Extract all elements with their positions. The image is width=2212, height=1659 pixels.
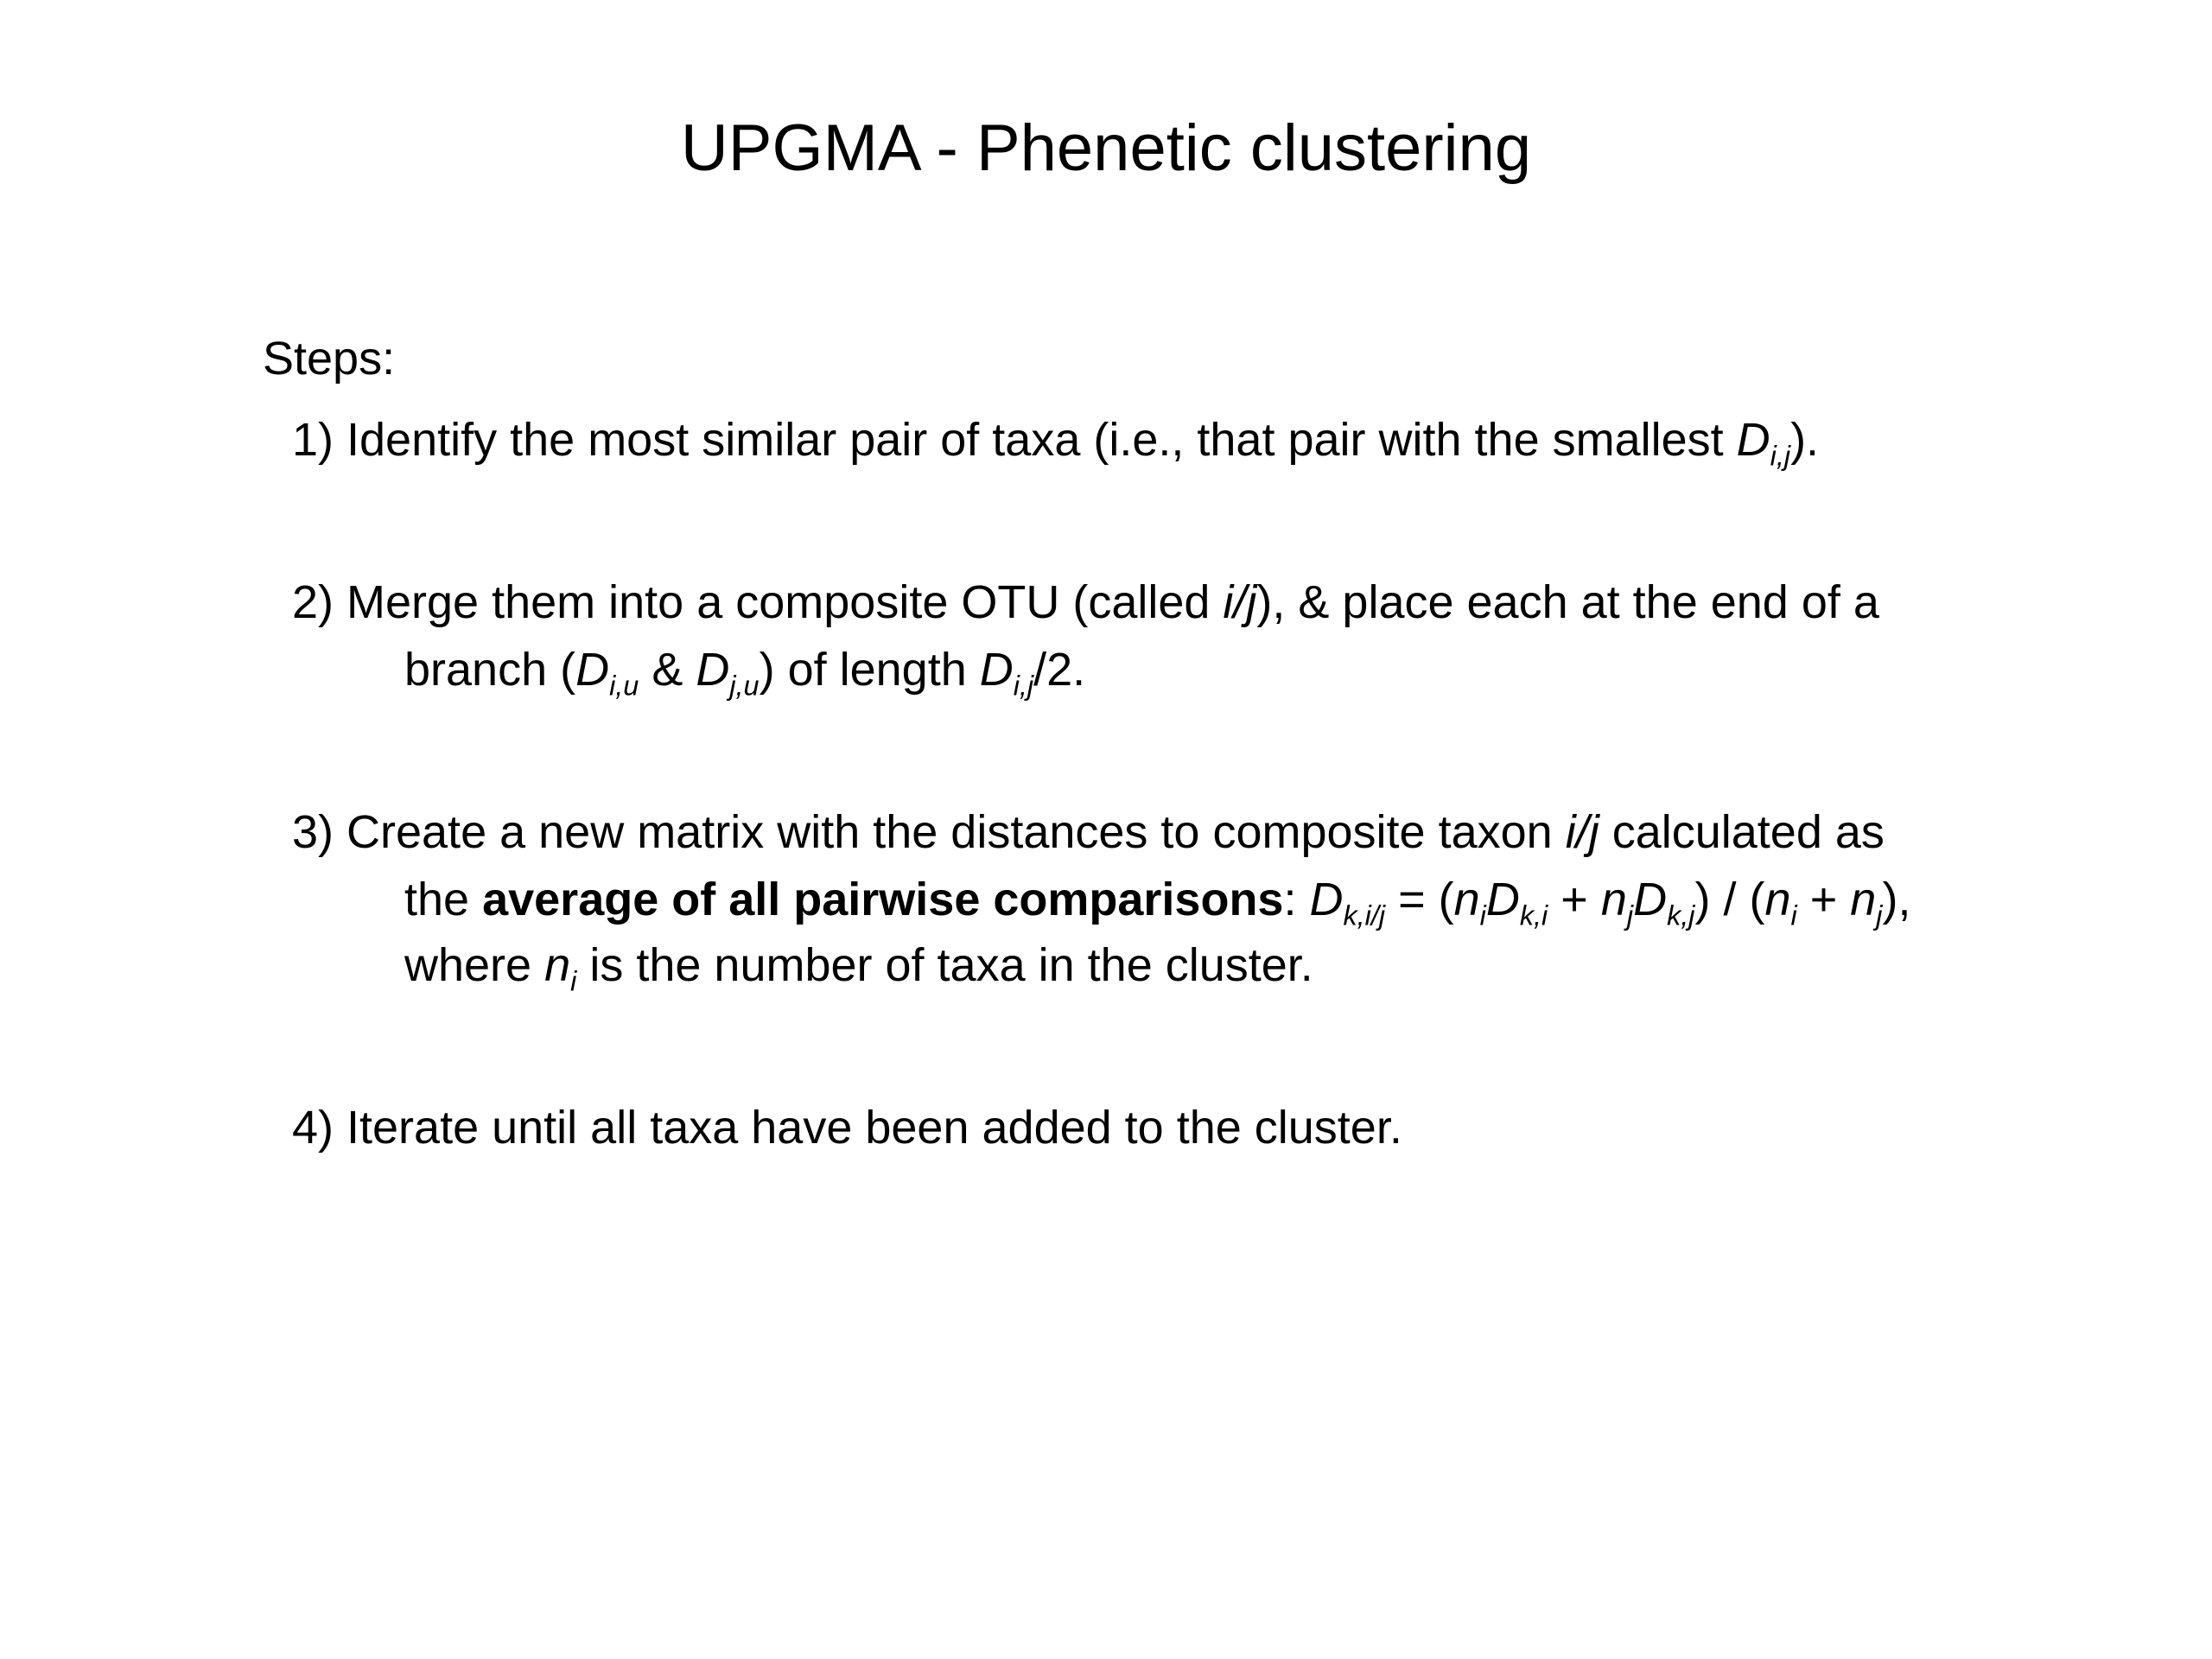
step-2-D2: D xyxy=(696,644,730,696)
slide-title: UPGMA - Phenetic clustering xyxy=(680,111,1532,185)
step-2-D3: D xyxy=(979,644,1014,696)
step-2-sub2: j,u xyxy=(729,670,760,702)
step-3-line-1 xyxy=(292,802,1885,862)
formula-end: ), xyxy=(1882,874,1911,925)
step-1-end: ). xyxy=(1790,414,1820,466)
step-3-colon: : xyxy=(1283,874,1310,925)
formula-sub-ki: k,i xyxy=(1519,899,1548,931)
formula-sub-kj: k,j xyxy=(1667,899,1695,931)
step-3-text: 3) Create a new matrix with the distances to composite taxon xyxy=(292,806,1566,858)
step-4: 4) Iterate until all taxa have been added to the cluster. xyxy=(292,1102,1402,1154)
formula-plus: + xyxy=(1548,874,1601,925)
step-3-n: n xyxy=(544,939,571,991)
step-3-line-3 xyxy=(404,935,1313,995)
step-3-the: the xyxy=(404,874,483,925)
formula-plus2: + xyxy=(1796,874,1851,925)
step-2-mid: ) of length xyxy=(759,644,980,696)
step-3-bold-phrase: average of all pairwise comparisons xyxy=(482,874,1284,925)
formula-sub-n1: i xyxy=(1479,899,1486,931)
formula-sub-n4: j xyxy=(1876,899,1883,931)
formula-D: D xyxy=(1309,874,1344,925)
step-1-D: D xyxy=(1736,414,1770,466)
step-3-n-sub: i xyxy=(570,965,577,997)
step-3-where: where xyxy=(404,939,545,991)
step-2-text: 2) Merge them into a composite OTU (called xyxy=(292,576,1224,628)
formula-n2: n xyxy=(1600,874,1627,925)
formula-sub-n3: i xyxy=(1790,899,1797,931)
step-2-sub1: i,u xyxy=(609,670,639,702)
step-2-branch: branch ( xyxy=(404,644,576,696)
step-1-subscript: i,j xyxy=(1770,440,1791,472)
step-2-sub3: i,j xyxy=(1013,670,1034,702)
step-2-D1: D xyxy=(575,644,610,696)
formula-sub-n2: j xyxy=(1626,899,1634,931)
formula-D3: D xyxy=(1633,874,1668,925)
step-1-text: 1) Identify the most similar pair of taxa (i.e., that pair with the smallest xyxy=(292,414,1737,466)
formula-eq: = ( xyxy=(1385,874,1454,925)
step-2-rest: ), & place each at the end of a xyxy=(1256,576,1879,628)
step-2-line-2 xyxy=(404,639,1085,700)
step-2-line-1 xyxy=(292,572,1879,632)
step-2-ij: i/j xyxy=(1223,576,1257,628)
step-1 xyxy=(292,410,1819,470)
formula-n3: n xyxy=(1764,874,1791,925)
formula-n4: n xyxy=(1850,874,1877,925)
steps-heading: Steps: xyxy=(263,333,396,385)
step-2-amp: & xyxy=(639,644,696,696)
formula-n1: n xyxy=(1453,874,1480,925)
step-3-line-2 xyxy=(404,869,1911,930)
step-3-tail: is the number of taxa in the cluster. xyxy=(576,939,1313,991)
formula-div: ) / ( xyxy=(1694,874,1765,925)
step-2-end: /2. xyxy=(1033,644,1086,696)
step-3-rest: calculated as xyxy=(1599,806,1885,858)
formula-D2: D xyxy=(1485,874,1520,925)
step-3-ij: i/j xyxy=(1565,806,1599,858)
formula-sub-kij: k,i/j xyxy=(1343,899,1386,931)
